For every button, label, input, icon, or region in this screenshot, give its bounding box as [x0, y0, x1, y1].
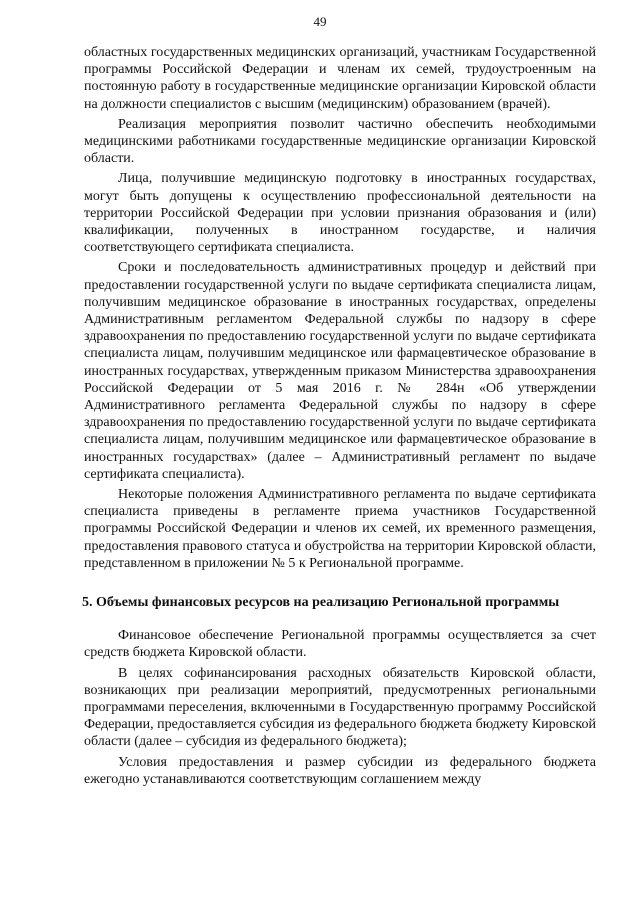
- section-heading: 5. Объемы финансовых ресурсов на реализацию Региональной программы: [82, 595, 560, 611]
- paragraph-financing: Финансовое обеспечение Региональной программы осуществляется за счет средств бюджета Кировской области.: [84, 628, 596, 661]
- page-number: 49: [313, 14, 327, 29]
- paragraph-implementation: Реализация мероприятия позволит частично обеспечить необходимыми медицинскими работниками государственные медицинские организации Кировской области.: [84, 116, 596, 167]
- paragraph-subsidy-conditions: Условия предоставления и размер субсидии из федерального бюджета ежегодно устанавливаются соответствующим соглашением между: [84, 754, 596, 787]
- paragraph-regulation-provisions: Некоторые положения Административного регламента по выдаче сертификата специалиста приведены в регламенте приема участников Государственной программы Российской Федерации и членов их семей, их временного размещения, предоставления правового статуса и обустройства на территории Кировской области, представленном в приложении № 5 к Региональной программе.: [84, 487, 596, 571]
- document-body: [84, 44, 596, 788]
- paragraph-continuation: областных государственных медицинских организаций, участникам Государственной программы Российской Федерации и членам их семей, трудоустроенным на постоянную работу в государственные медицинские организации Кировской области на должности специалистов с высшим (медицинским) образованием (врачей).: [84, 45, 596, 112]
- paragraph-cofinancing: В целях софинансирования расходных обязательств Кировской области, возникающих при реализации мероприятий, предусмотренных региональными программами переселения, включенными в Государственную программу Российской Федерации, предоставляется субсидия из федерального бюджета бюджету Кировской области (далее – субсидия из федерального бюджета);: [84, 665, 596, 750]
- paragraph-procedures: Сроки и последовательность административных процедур и действий при предоставлении государственной услуги по выдаче сертификата специалиста лицам, получившим медицинское образование в иностранных государствах, определены Административным регламентом Федеральной службы по надзору в сфере здравоохранения по предоставлению государственной услуги по выдаче сертификата специалиста лицам, получившим медицинское или фармацевтическое образование в иностранных государствах, утвержденным приказом Министерства здравоохранения Российской Федерации от 5 мая 2016 г. № 284н «Об утверждении Административного регламента Федеральной службы по надзору в сфере здравоохранения по предоставлению государственной услуги по выдаче сертификата специалиста лицам, получившим медицинское или фармацевтическое образование в иностранных государствах» (далее – Административный регламент по выдаче сертификата специалиста).: [84, 260, 596, 482]
- paragraph-foreign-training: Лица, получившие медицинскую подготовку в иностранных государствах, могут быть допущены к осуществлению профессиональной деятельности на территории Российской Федерации при условии признания образования и (или) квалификации, полученных в иностранном государстве, и наличия соответствующего сертификата специалиста.: [84, 171, 596, 256]
